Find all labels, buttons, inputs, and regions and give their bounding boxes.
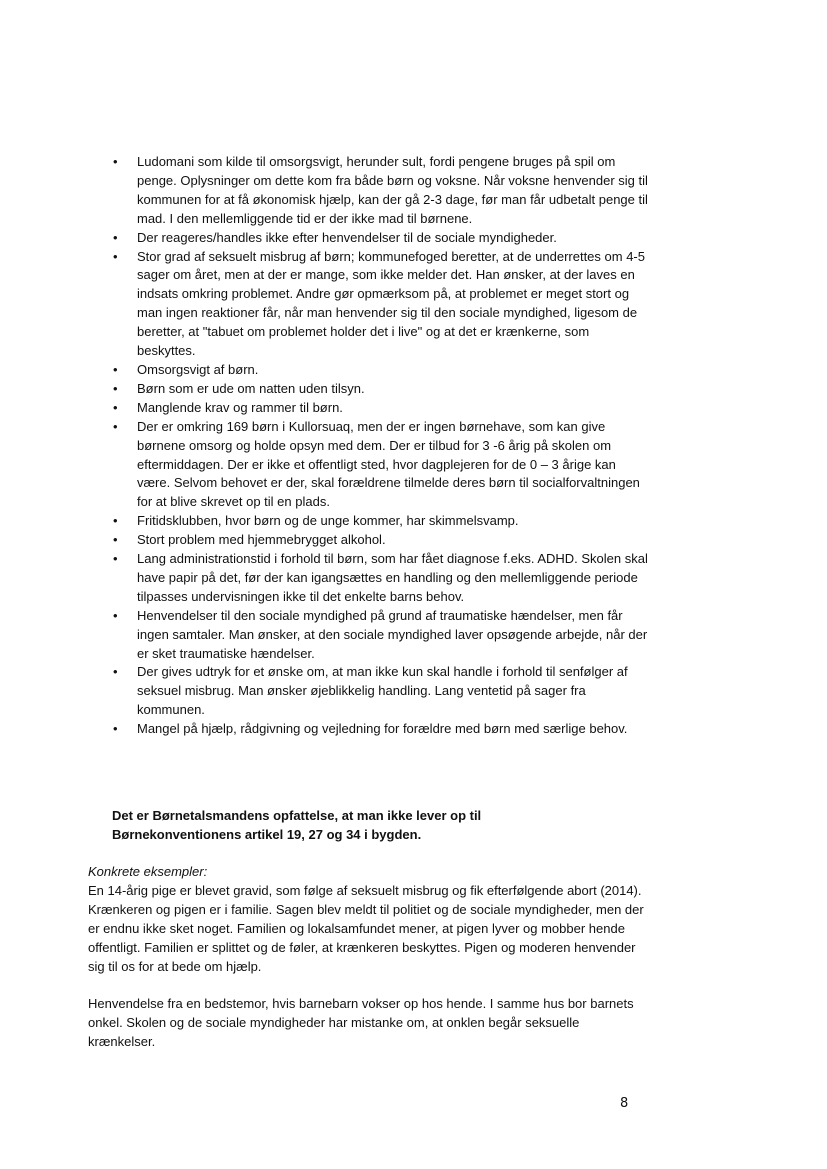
bullet-icon: • <box>113 248 118 264</box>
list-item-text: Manglende krav og rammer til børn. <box>137 399 343 415</box>
list-item <box>88 380 648 399</box>
list-item-text: Ludomani som kilde til omsorgsvigt, herunder sult, fordi pengene bruges på spil om penge. Oplysninger om dette kom fra både børn og voksne. Når voksne henvender sig til kommunen for at få økonomisk hjælp, kan der gå 2-3 dage, før man får udbetalt penge til mad. I den mellemliggende tid er der ikke mad til børnene. <box>137 154 648 226</box>
list-item <box>88 399 648 418</box>
bullet-icon: • <box>113 664 118 680</box>
example-paragraph: En 14-årig pige er blevet gravid, som følge af seksuelt misbrug og fik efterfølgende abort (2014). Krænkeren og pigen er i familie. Sagen blev meldt til politiet og de sociale myndigheder, men der er endnu ikke sket noget. Familien og lokalsamfundet mener, at pigen lyver og mobber hende offentligt. Familien er splittet og de føler, at krænkeren beskyttes. Pigen og moderen henvender sig til os for at bede om hjælp. <box>88 882 644 974</box>
list-item-text: Fritidsklubben, hvor børn og de unge kommer, har skimmelsvamp. <box>137 513 519 529</box>
bullet-icon: • <box>113 229 118 245</box>
list-item <box>88 550 648 607</box>
list-item-text: Stort problem med hjemmebrygget alkohol. <box>137 532 386 548</box>
bullet-icon: • <box>113 380 118 396</box>
list-item <box>88 361 648 380</box>
list-item-text: Henvendelser til den sociale myndighed på grund af traumatiske hændelser, men får ingen samtaler. Man ønsker, at den sociale myndighed laver opsøgende arbejde, når der er sket traumatiske hændelser. <box>137 607 648 661</box>
bullet-icon: • <box>113 532 118 548</box>
list-item <box>88 720 648 739</box>
bullet-icon: • <box>113 154 118 169</box>
list-item <box>88 229 648 248</box>
list-item-text: Der er omkring 169 børn i Kullorsuaq, men der er ingen børnehave, som kan give børnene omsorg og holde opsyn med dem. Der er tilbud for 3 -6 årig på skolen om eftermiddagen. Der er ikke et offentligt sted, hvor dagplejeren for de 0 – 3 årige kan være. Selvom behovet er der, skal forældrene tilmelde deres børn til socialforvaltningen for at blive skrevet op til en plads. <box>137 418 640 510</box>
list-item <box>88 531 648 550</box>
bullet-list <box>88 153 648 739</box>
list-item <box>88 418 648 513</box>
bullet-icon: • <box>113 721 118 737</box>
list-item <box>88 512 648 531</box>
list-item-text: Der reageres/handles ikke efter henvendelser til de sociale myndigheder. <box>137 229 557 245</box>
bullet-icon: • <box>113 513 118 529</box>
list-item <box>88 153 648 229</box>
bullet-icon: • <box>113 607 118 623</box>
examples-section <box>88 863 648 1052</box>
example-paragraph: Henvendelse fra en bedstemor, hvis barnebarn vokser op hos hende. I samme hus bor barnets onkel. Skolen og de sociale myndigheder har mistanke om, at onklen begår seksuelle krænkelser. <box>88 996 634 1050</box>
list-item <box>88 607 648 664</box>
list-item-text: Børn som er ude om natten uden tilsyn. <box>137 380 365 396</box>
list-item-text: Stor grad af seksuelt misbrug af børn; kommunefoged beretter, at de underrettes om 4-5 sager om året, men at der er mange, som ikke melder det. Han ønsker, at der laves en indsats omkring problemet. Andre gør opmærksom på, at problemet er meget stort og man ingen reaktioner får, når man henvender sig til den sociale myndighed, ligesom de beretter, at "tabuet om problemet holder det i live" og at det er krænkerne, som beskyttes. <box>137 248 645 359</box>
list-item-text: Der gives udtryk for et ønske om, at man ikke kun skal handle i forhold til senfølger af seksuel misbrug. Man ønsker øjeblikkelig handling. Lang ventetid på sager fra kommunen. <box>137 664 628 718</box>
list-item-text: Omsorgsvigt af børn. <box>137 361 259 377</box>
list-item <box>88 663 648 720</box>
bullet-icon: • <box>113 551 118 567</box>
list-item <box>88 248 648 361</box>
bullet-icon: • <box>113 361 118 377</box>
bullet-icon: • <box>113 418 118 434</box>
conclusion-statement: Det er Børnetalsmandens opfattelse, at man ikke lever op til Børnekonventionens artikel 19, 27 og 34 i bygden. <box>112 808 482 842</box>
bullet-icon: • <box>113 399 118 415</box>
examples-heading: Konkrete eksempler: <box>88 864 208 879</box>
list-item-text: Mangel på hjælp, rådgivning og vejledning for forældre med børn med særlige behov. <box>137 721 628 737</box>
page-number: 8 <box>620 1096 629 1111</box>
list-item-text: Lang administrationstid i forhold til børn, som har fået diagnose f.eks. ADHD. Skolen skal have papir på det, før der kan igangsættes en handling og den mellemliggende periode tilpasses undervisningen ikke til det enkelte barns behov. <box>137 551 648 604</box>
